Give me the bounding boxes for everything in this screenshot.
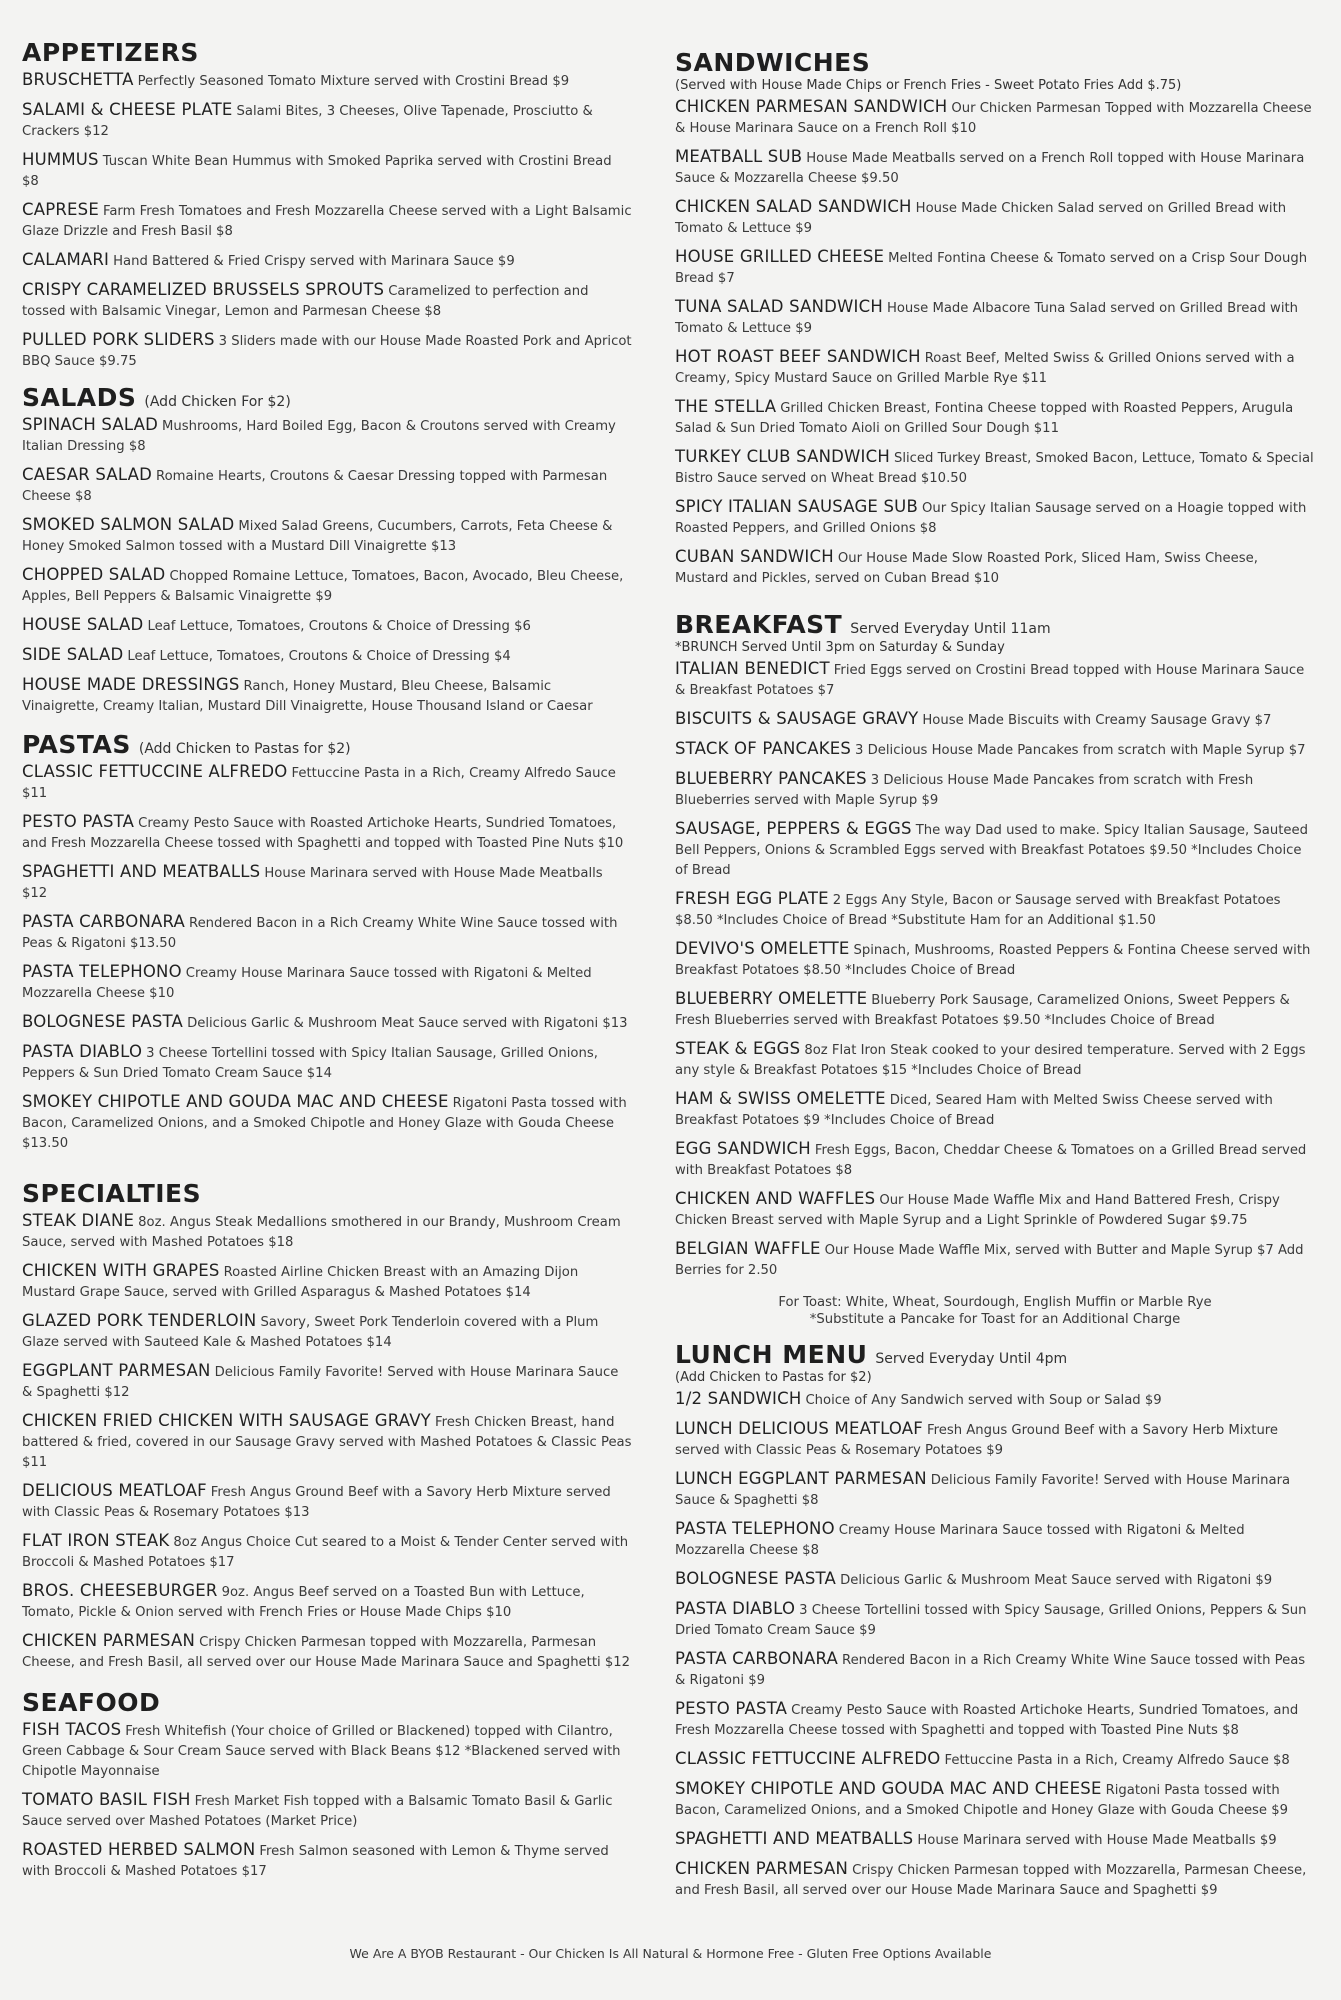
menu-item-description: Blueberry Pork Sausage, Caramelized Onions, Sweet Peppers & Fresh Blueberries served with Breakfast Potatoes $9.50 *Includes Choice of Bread xyxy=(675,993,1290,1028)
menu-item xyxy=(675,1090,1315,1130)
section-title: SEAFOOD xyxy=(22,1688,161,1717)
menu-item-name: CHICKEN FRIED CHICKEN WITH SAUSAGE GRAVY xyxy=(22,1411,431,1430)
menu-item xyxy=(675,890,1315,930)
section-title: BREAKFAST xyxy=(675,610,843,639)
menu-item-description: Tuscan White Bean Hummus with Smoked Paprika served with Crostini Bread $8 xyxy=(22,154,612,189)
menu-item-description: Grilled Chicken Breast, Fontina Cheese topped with Roasted Peppers, Arugula Salad & Sun Dried Tomato Aioli on Grilled Sour Dough $11 xyxy=(675,401,1294,436)
menu-item xyxy=(22,331,632,371)
menu-item xyxy=(22,416,632,456)
menu-item xyxy=(22,251,632,271)
menu-item xyxy=(675,1860,1315,1900)
menu-item xyxy=(22,1532,632,1572)
menu-item xyxy=(675,548,1315,588)
menu-item-name: CHICKEN PARMESAN xyxy=(675,1859,849,1878)
menu-item xyxy=(675,298,1315,338)
menu-item-description: Mushrooms, Hard Boiled Egg, Bacon & Croutons served with Creamy Italian Dressing $8 xyxy=(22,419,616,454)
menu-item xyxy=(22,763,632,803)
menu-item-name: PASTA DIABLO xyxy=(22,1042,143,1061)
menu-item xyxy=(22,1312,632,1352)
menu-item xyxy=(22,1841,632,1881)
menu-item-name: HOUSE GRILLED CHEESE xyxy=(675,247,885,266)
menu-item xyxy=(22,913,632,953)
menu-item xyxy=(675,1650,1315,1690)
menu-item-description: House Made Albacore Tuna Salad served on Grilled Bread with Tomato & Lettuce $9 xyxy=(675,301,1299,336)
menu-item-description: Fried Eggs served on Crostini Bread topped with House Marinara Sauce & Breakfast Potatoes $7 xyxy=(675,663,1305,698)
section-note: Served Everyday Until 11am xyxy=(850,621,1051,637)
menu-item xyxy=(675,98,1315,138)
menu-item-name: CRISPY CARAMELIZED BRUSSELS SPROUTS xyxy=(22,280,385,299)
menu-item xyxy=(22,963,632,1003)
menu-item-description: 3 Delicious House Made Pancakes from scratch with Maple Syrup $7 xyxy=(855,743,1306,758)
menu-item-name: CHICKEN WITH GRAPES xyxy=(22,1261,220,1280)
menu-item xyxy=(675,1040,1315,1080)
section-title: PASTAS xyxy=(22,730,131,759)
menu-item-name: FLAT IRON STEAK xyxy=(22,1531,170,1550)
menu-item-description: Fresh Market Fish topped with a Balsamic Tomato Basil & Garlic Sauce served over Mashed Potatoes (Market Price) xyxy=(22,1794,613,1829)
menu-item-name: HOT ROAST BEEF SANDWICH xyxy=(675,347,921,366)
menu-item xyxy=(675,498,1315,538)
right-column xyxy=(675,48,1315,1912)
menu-item-name: SALAMI & CHEESE PLATE xyxy=(22,100,233,119)
menu-item xyxy=(675,820,1315,880)
menu-item-name: SPAGHETTI AND MEATBALLS xyxy=(675,1829,914,1848)
menu-item-description: Creamy House Marinara Sauce tossed with Rigatoni & Melted Mozzarella Cheese $10 xyxy=(22,966,592,1001)
menu-item xyxy=(675,1390,1315,1410)
menu-item xyxy=(22,201,632,241)
menu-item xyxy=(675,740,1315,760)
menu-item-name: THE STELLA xyxy=(675,397,777,416)
menu-item-name: ROASTED HERBED SALMON xyxy=(22,1840,256,1859)
menu-item-name: BOLOGNESE PASTA xyxy=(675,1569,837,1588)
section-breakfast xyxy=(675,610,1315,1328)
menu-item xyxy=(22,1043,632,1083)
menu-item xyxy=(675,940,1315,980)
menu-item-name: EGGPLANT PARMESAN xyxy=(22,1361,211,1380)
menu-item-name: HAM & SWISS OMELETTE xyxy=(675,1089,886,1108)
section-subtitle: (Add Chicken to Pastas for $2) xyxy=(675,1370,872,1385)
menu-item-description: House Made Biscuits with Creamy Sausage Gravy $7 xyxy=(922,713,1272,728)
menu-item-description: House Marinara served with House Made Meatballs $12 xyxy=(22,866,603,901)
menu-item xyxy=(22,71,632,91)
menu-item xyxy=(22,566,632,606)
menu-item-description: Our House Made Waffle Mix, served with Butter and Maple Syrup $7 Add Berries for 2.50 xyxy=(675,1243,1304,1278)
menu-item-name: CLASSIC FETTUCCINE ALFREDO xyxy=(675,1749,941,1768)
section-note: (Add Chicken For $2) xyxy=(144,394,291,410)
menu-item xyxy=(675,1600,1315,1640)
menu-item xyxy=(675,148,1315,188)
menu-item-name: PASTA TELEPHONO xyxy=(22,962,182,981)
menu-item xyxy=(22,151,632,191)
section-subtitle: (Served with House Made Chips or French Fries - Sweet Potato Fries Add $.75) xyxy=(675,78,1182,93)
menu-item-name: PESTO PASTA xyxy=(22,812,135,831)
menu-item-description: Creamy Pesto Sauce with Roasted Artichoke Hearts, Sundried Tomatoes, and Fresh Mozzarella Cheese tossed with Spaghetti and topped with Toasted Pine Nuts $10 xyxy=(22,816,624,851)
section-note: Served Everyday Until 4pm xyxy=(875,1351,1068,1367)
left-column xyxy=(22,38,632,1893)
menu-item-description: Melted Fontina Cheese & Tomato served on a Crisp Sour Dough Bread $7 xyxy=(675,251,1308,286)
section-title: SANDWICHES xyxy=(675,48,871,77)
menu-item-description: Rigatoni Pasta tossed with Bacon, Caramelized Onions, and a Smoked Chipotle and Honey Glaze with Gouda Cheese $13.50 xyxy=(22,1096,627,1151)
menu-item-description: Crispy Chicken Parmesan topped with Mozzarella, Parmesan Cheese, and Fresh Basil, all served over our House Made Marinara Sauce and Spaghetti $9 xyxy=(675,1863,1307,1898)
section-note: (Add Chicken to Pastas for $2) xyxy=(138,741,351,757)
section-title: APPETIZERS xyxy=(22,38,199,67)
section-pastas xyxy=(22,730,632,1153)
menu-item-description: Our House Made Waffle Mix and Hand Battered Fresh, Crispy Chicken Breast served with Maple Syrup and a Light Sprinkle of Powdered Sugar $9.75 xyxy=(675,1193,1280,1228)
menu-item-description: Fresh Angus Ground Beef with a Savory Herb Mixture served with Classic Peas & Rosemary Potatoes $13 xyxy=(22,1485,611,1520)
menu-item-description: Leaf Lettuce, Tomatoes, Croutons & Choice of Dressing $6 xyxy=(147,619,531,634)
menu-item-description: 3 Delicious House Made Pancakes from scratch with Fresh Blueberries served with Maple Syrup $9 xyxy=(675,773,1254,808)
menu-item-name: 1/2 SANDWICH xyxy=(675,1389,802,1408)
menu-item-description: Rendered Bacon in a Rich Creamy White Wine Sauce tossed with Peas & Rigatoni $9 xyxy=(675,1653,1306,1688)
menu-item-name: PASTA DIABLO xyxy=(675,1599,796,1618)
menu-item xyxy=(675,1570,1315,1590)
menu-item-name: SMOKEY CHIPOTLE AND GOUDA MAC AND CHEESE xyxy=(22,1092,449,1111)
menu-item-description: Fresh Chicken Breast, hand battered & fried, covered in our Sausage Gravy served with Mashed Potatoes & Classic Peas $11 xyxy=(22,1415,632,1470)
menu-item xyxy=(675,1830,1315,1850)
menu-item-name: TURKEY CLUB SANDWICH xyxy=(675,447,890,466)
section-specialties xyxy=(22,1179,632,1672)
menu-item-description: Leaf Lettuce, Tomatoes, Croutons & Choice of Dressing $4 xyxy=(127,649,511,664)
section-sandwiches xyxy=(675,48,1315,588)
menu-item xyxy=(675,1520,1315,1560)
menu-item-description: Mixed Salad Greens, Cucumbers, Carrots, Feta Cheese & Honey Smoked Salmon tossed with a Mustard Dill Vinaigrette $13 xyxy=(22,519,613,554)
menu-item-description: 8oz. Angus Steak Medallions smothered in our Brandy, Mushroom Cream Sauce, served with Mashed Potatoes $18 xyxy=(22,1215,621,1250)
menu-item-description: Choice of Any Sandwich served with Soup or Salad $9 xyxy=(805,1393,1162,1408)
menu-item-name: CHICKEN SALAD SANDWICH xyxy=(675,197,912,216)
menu-item-description: House Marinara served with House Made Meatballs $9 xyxy=(917,1833,1277,1848)
menu-item-name: CLASSIC FETTUCCINE ALFREDO xyxy=(22,762,288,781)
toast-note-line: *Substitute a Pancake for Toast for an Additional Charge xyxy=(809,1312,1181,1327)
menu-item xyxy=(675,398,1315,438)
menu-item-description: Fresh Whitefish (Your choice of Grilled or Blackened) topped with Cilantro, Green Cabbage & Sour Cream Sauce served with Black Beans $12 *Blackened served with Chipotle Mayonnaise xyxy=(22,1724,621,1779)
menu-item-name: ITALIAN BENEDICT xyxy=(675,659,830,678)
menu-item xyxy=(675,710,1315,730)
menu-item-name: DELICIOUS MEATLOAF xyxy=(22,1481,207,1500)
menu-item-description: Creamy Pesto Sauce with Roasted Artichoke Hearts, Sundried Tomatoes, and Fresh Mozzarella Cheese tossed with Spaghetti and topped with Toasted Pine Nuts $8 xyxy=(675,1703,1299,1738)
menu-item-description: Caramelized to perfection and tossed with Balsamic Vinegar, Lemon and Parmesan Cheese $8 xyxy=(22,284,589,319)
menu-item-description: 8oz Flat Iron Steak cooked to your desired temperature. Served with 2 Eggs any style & Breakfast Potatoes $15 *Includes Choice of Bread xyxy=(675,1043,1306,1078)
section-salads xyxy=(22,383,632,716)
menu-item-description: Our Chicken Parmesan Topped with Mozzarella Cheese & House Marinara Sauce on a French Roll $10 xyxy=(675,101,1312,136)
menu-item-description: Sliced Turkey Breast, Smoked Bacon, Lettuce, Tomato & Special Bistro Sauce served on Wheat Bread $10.50 xyxy=(675,451,1314,486)
menu-item xyxy=(675,1750,1315,1770)
menu-item-description: Fresh Eggs, Bacon, Cheddar Cheese & Tomatoes on a Grilled Bread served with Breakfast Potatoes $8 xyxy=(675,1143,1307,1178)
menu-item-description: House Made Chicken Salad served on Grilled Bread with Tomato & Lettuce $9 xyxy=(675,201,1287,236)
menu-item-name: PESTO PASTA xyxy=(675,1699,788,1718)
menu-item-name: SMOKED SALMON SALAD xyxy=(22,515,235,534)
menu-item xyxy=(22,1482,632,1522)
menu-item xyxy=(675,1240,1315,1280)
menu-item xyxy=(22,1632,632,1672)
menu-item xyxy=(22,1013,632,1033)
menu-item-description: Fresh Angus Ground Beef with a Savory Herb Mixture served with Classic Peas & Rosemary Potatoes $9 xyxy=(675,1423,1279,1458)
toast-note xyxy=(675,1294,1315,1328)
menu-item-description: 3 Sliders made with our House Made Roasted Pork and Apricot BBQ Sauce $9.75 xyxy=(22,334,632,369)
menu-item-description: Fresh Salmon seasoned with Lemon & Thyme served with Broccoli & Mashed Potatoes $17 xyxy=(22,1844,609,1879)
menu-item-name: SPICY ITALIAN SAUSAGE SUB xyxy=(675,497,918,516)
menu-item-name: STEAK DIANE xyxy=(22,1211,135,1230)
menu-item-description: Ranch, Honey Mustard, Bleu Cheese, Balsamic Vinaigrette, Creamy Italian, Mustard Dill Vinaigrette, House Thousand Island or Caesar xyxy=(22,679,593,714)
menu-item xyxy=(675,248,1315,288)
menu-item-description: Crispy Chicken Parmesan topped with Mozzarella, Parmesan Cheese, and Fresh Basil, all served over our House Made Marinara Sauce and Spaghetti $12 xyxy=(22,1635,631,1670)
menu-item-description: Creamy House Marinara Sauce tossed with Rigatoni & Melted Mozzarella Cheese $8 xyxy=(675,1523,1245,1558)
menu-item-name: CAPRESE xyxy=(22,200,99,219)
menu-item-name: BISCUITS & SAUSAGE GRAVY xyxy=(675,709,919,728)
menu-item-description: Our House Made Slow Roasted Pork, Sliced Ham, Swiss Cheese, Mustard and Pickles, served on Cuban Bread $10 xyxy=(675,551,1258,586)
menu-item-name: FISH TACOS xyxy=(22,1720,122,1739)
menu-item-name: LUNCH EGGPLANT PARMESAN xyxy=(675,1469,927,1488)
menu-item-name: SAUSAGE, PEPPERS & EGGS xyxy=(675,819,912,838)
section-header xyxy=(22,730,632,759)
menu-item-description: Roasted Airline Chicken Breast with an Amazing Dijon Mustard Grape Sauce, served with Grilled Asparagus & Mashed Potatoes $14 xyxy=(22,1265,579,1300)
menu-item-name: STEAK & EGGS xyxy=(675,1039,801,1058)
menu-item xyxy=(675,1190,1315,1230)
menu-item-description: Chopped Romaine Lettuce, Tomatoes, Bacon, Avocado, Bleu Cheese, Apples, Bell Peppers & Balsamic Vinaigrette $9 xyxy=(22,569,624,604)
section-header xyxy=(675,1340,1315,1386)
menu-item-name: PULLED PORK SLIDERS xyxy=(22,330,215,349)
menu-item xyxy=(675,348,1315,388)
menu-item xyxy=(22,813,632,853)
menu-item xyxy=(675,1780,1315,1820)
menu-item-name: PASTA TELEPHONO xyxy=(675,1519,835,1538)
menu-item-name: HOUSE MADE DRESSINGS xyxy=(22,675,240,694)
menu-item-description: Rigatoni Pasta tossed with Bacon, Caramelized Onions, and a Smoked Chipotle and Honey Glaze with Gouda Cheese $9 xyxy=(675,1783,1289,1818)
menu-item xyxy=(675,1700,1315,1740)
menu-item-description: Romaine Hearts, Croutons & Caesar Dressing topped with Parmesan Cheese $8 xyxy=(22,469,608,504)
menu-item-description: Spinach, Mushrooms, Roasted Peppers & Fontina Cheese served with Breakfast Potatoes $8.50 *Includes Choice of Bread xyxy=(675,943,1311,978)
menu-item xyxy=(22,1093,632,1153)
menu-item-description: Our Spicy Italian Sausage served on a Hoagie topped with Roasted Peppers, and Grilled Onions $8 xyxy=(675,501,1307,536)
menu-item-name: HUMMUS xyxy=(22,150,99,169)
menu-item-name: SMOKEY CHIPOTLE AND GOUDA MAC AND CHEESE xyxy=(675,1779,1102,1798)
section-header xyxy=(22,383,632,412)
menu-item-description: Delicious Garlic & Mushroom Meat Sauce served with Rigatoni $9 xyxy=(840,1573,1273,1588)
toast-note-line: For Toast: White, Wheat, Sourdough, English Muffin or Marble Rye xyxy=(778,1295,1212,1310)
menu-item xyxy=(675,198,1315,238)
menu-item-description: Delicious Family Favorite! Served with House Marinara Sauce & Spaghetti $12 xyxy=(22,1365,619,1400)
section-title: LUNCH MENU xyxy=(675,1340,868,1369)
menu-item-name: BROS. CHEESEBURGER xyxy=(22,1581,218,1600)
menu-item-description: Diced, Seared Ham with Melted Swiss Cheese served with Breakfast Potatoes $9 *Includes Choice of Bread xyxy=(675,1093,1273,1128)
menu-item-name: TUNA SALAD SANDWICH xyxy=(675,297,883,316)
menu-item-description: Salami Bites, 3 Cheeses, Olive Tapenade, Prosciutto & Crackers $12 xyxy=(22,104,593,139)
menu-item xyxy=(22,516,632,556)
menu-item xyxy=(675,1470,1315,1510)
menu-item xyxy=(22,646,632,666)
section-title: SPECIALTIES xyxy=(22,1179,202,1208)
menu-item-name: BLUEBERRY PANCAKES xyxy=(675,769,867,788)
menu-item-description: 9oz. Angus Beef served on a Toasted Bun with Lettuce, Tomato, Pickle & Onion served with French Fries or House Made Chips $10 xyxy=(22,1585,585,1620)
menu-item xyxy=(22,1582,632,1622)
menu-item-name: BELGIAN WAFFLE xyxy=(675,1239,821,1258)
menu-item-name: LUNCH DELICIOUS MEATLOAF xyxy=(675,1419,923,1438)
menu-item-description: Savory, Sweet Pork Tenderloin covered with a Plum Glaze served with Sauteed Kale & Mashed Potatoes $14 xyxy=(22,1315,599,1350)
menu-item xyxy=(22,1791,632,1831)
menu-item-name: SIDE SALAD xyxy=(22,645,124,664)
menu-item xyxy=(22,1412,632,1472)
menu-item-name: FRESH EGG PLATE xyxy=(675,889,829,908)
menu-item-description: Rendered Bacon in a Rich Creamy White Wine Sauce tossed with Peas & Rigatoni $13.50 xyxy=(22,916,618,951)
menu-item-name: HOUSE SALAD xyxy=(22,615,144,634)
menu-item-description: Perfectly Seasoned Tomato Mixture served with Crostini Bread $9 xyxy=(137,74,570,89)
menu-item xyxy=(22,466,632,506)
menu-item-name: TOMATO BASIL FISH xyxy=(22,1790,191,1809)
menu-item-name: PASTA CARBONARA xyxy=(22,912,185,931)
menu-item-name: SPINACH SALAD xyxy=(22,415,159,434)
menu-item-name: BOLOGNESE PASTA xyxy=(22,1012,184,1031)
menu-item-description: Fettuccine Pasta in a Rich, Creamy Alfredo Sauce $11 xyxy=(22,766,616,801)
menu-item xyxy=(675,448,1315,488)
menu-item xyxy=(22,616,632,636)
menu-item xyxy=(22,281,632,321)
menu-item-description: 3 Cheese Tortellini tossed with Spicy Italian Sausage, Grilled Onions, Peppers & Sun Dried Tomato Cream Sauce $14 xyxy=(22,1046,598,1081)
section-seafood xyxy=(22,1688,632,1881)
menu-item-name: BRUSCHETTA xyxy=(22,70,134,89)
section-header xyxy=(675,48,1315,94)
menu-item xyxy=(22,1721,632,1781)
menu-item xyxy=(675,1140,1315,1180)
menu-item-name: CHICKEN AND WAFFLES xyxy=(675,1189,876,1208)
menu-item-description: The way Dad used to make. Spicy Italian Sausage, Sauteed Bell Peppers, Onions & Scrambled Eggs served with Breakfast Potatoes $9.50 *Includes Choice of Bread xyxy=(675,823,1308,878)
menu-item-description: Farm Fresh Tomatoes and Fresh Mozzarella Cheese served with a Light Balsamic Glaze Drizzle and Fresh Basil $8 xyxy=(22,204,632,239)
menu-item-description: House Made Meatballs served on a French Roll topped with House Marinara Sauce & Mozzarella Cheese $9.50 xyxy=(675,151,1305,186)
menu-item-name: GLAZED PORK TENDERLOIN xyxy=(22,1311,257,1330)
section-header xyxy=(22,1688,632,1717)
section-appetizers xyxy=(22,38,632,371)
section-header xyxy=(675,610,1315,656)
menu-item-name: CHOPPED SALAD xyxy=(22,565,166,584)
menu-footer: We Are A BYOB Restaurant - Our Chicken Is All Natural & Hormone Free - Gluten Free Options Available xyxy=(349,1946,992,1961)
menu-item-name: SPAGHETTI AND MEATBALLS xyxy=(22,862,261,881)
menu-item-description: 3 Cheese Tortellini tossed with Spicy Sausage, Grilled Onions, Peppers & Sun Dried Tomato Cream Sauce $9 xyxy=(675,1603,1307,1638)
menu-item xyxy=(22,1262,632,1302)
section-title: SALADS xyxy=(22,383,137,412)
menu-item-name: CAESAR SALAD xyxy=(22,465,153,484)
menu-item xyxy=(675,990,1315,1030)
menu-item-description: 8oz Angus Choice Cut seared to a Moist & Tender Center served with Broccoli & Mashed Potatoes $17 xyxy=(22,1535,629,1570)
menu-item xyxy=(675,770,1315,810)
menu-item xyxy=(22,1362,632,1402)
section-header xyxy=(22,1179,632,1208)
menu-item-description: Fettuccine Pasta in a Rich, Creamy Alfredo Sauce $8 xyxy=(944,1753,1290,1768)
menu-item xyxy=(22,676,632,716)
menu-item-name: BLUEBERRY OMELETTE xyxy=(675,989,868,1008)
menu-item-description: 2 Eggs Any Style, Bacon or Sausage served with Breakfast Potatoes $8.50 *Includes Choice of Bread *Substitute Ham for an Additional $1.50 xyxy=(675,893,1281,928)
menu-item xyxy=(22,1212,632,1252)
menu-item xyxy=(675,1420,1315,1460)
menu-item-name: MEATBALL SUB xyxy=(675,147,803,166)
menu-item-name: STACK OF PANCAKES xyxy=(675,739,852,758)
menu-item xyxy=(675,660,1315,700)
menu-item-name: CHICKEN PARMESAN xyxy=(22,1631,196,1650)
menu-item-name: CALAMARI xyxy=(22,250,110,269)
menu-item-description: Delicious Garlic & Mushroom Meat Sauce served with Rigatoni $13 xyxy=(187,1016,628,1031)
menu-item-description: Hand Battered & Fried Crispy served with Marinara Sauce $9 xyxy=(113,254,515,269)
menu-item xyxy=(22,101,632,141)
menu-item-name: EGG SANDWICH xyxy=(675,1139,811,1158)
menu-item-name: PASTA CARBONARA xyxy=(675,1649,838,1668)
section-subtitle: *BRUNCH Served Until 3pm on Saturday & Sunday xyxy=(675,640,1005,655)
menu-item-description: Roast Beef, Melted Swiss & Grilled Onions served with a Creamy, Spicy Mustard Sauce on Grilled Marble Rye $11 xyxy=(675,351,1295,386)
menu-item-description: Delicious Family Favorite! Served with House Marinara Sauce & Spaghetti $8 xyxy=(675,1473,1291,1508)
section-lunch-menu xyxy=(675,1340,1315,1900)
section-header xyxy=(22,38,632,67)
menu-item xyxy=(22,863,632,903)
menu-item-name: DEVIVO'S OMELETTE xyxy=(675,939,850,958)
menu-item-name: CHICKEN PARMESAN SANDWICH xyxy=(675,97,948,116)
menu-item-name: CUBAN SANDWICH xyxy=(675,547,834,566)
